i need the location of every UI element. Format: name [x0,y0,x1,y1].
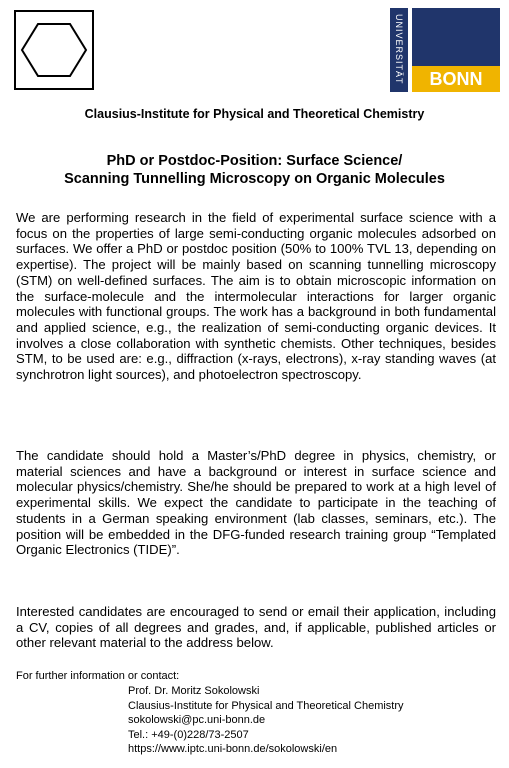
contact-phone: Tel.: +49-(0)228/73-2507 [128,728,249,741]
contact-url[interactable]: https://www.iptc.uni-bonn.de/sokolowski/en [128,743,338,755]
contact-name: Prof. Dr. Moritz Sokolowski [128,685,260,697]
title-line-2: Scanning Tunnelling Microscopy on Organic Molecules [64,171,445,187]
logo-blue-block [412,8,500,66]
title-line-1: PhD or Postdoc-Position: Surface Science/ [106,153,403,169]
contact-label: For further information or contact: [16,670,180,682]
hexagon-icon [16,12,92,88]
logo-vertical-strip [390,8,408,92]
contact-block [128,684,404,757]
contact-email[interactable]: sokolowski@pc.uni-bonn.de [128,714,266,726]
hexagon-logo [14,10,94,90]
institute-heading: Clausius-Institute for Physical and Theoretical Chemistry [84,107,425,121]
logo-university-text: UNIVERSITÄT [394,14,404,85]
contact-institute: Clausius-Institute for Physical and Theoretical Chemistry [128,699,404,712]
paragraph-candidate: The candidate should hold a Master’s/PhD degree in physics, chemistry, or material sciences and have a background or interest in surface science and molecular physics/chemistry. She/he should be prepared to work at a high level of experimental skills. We expect the candidate to participate in the teaching of students in a German speaking environment (lab classes, seminars, etc.). The position will be embedded in the DFG-funded research training group “Templated Organic Electronics (TIDE)”. [16,448,496,558]
university-bonn-logo [390,8,500,92]
paragraph-research: We are performing research in the field of experimental surface science with a focus on the properties of large semi-conducting organic molecules adsorbed on surfaces. We offer a PhD or postdoc position (50% to 100% TVL 13, depending on expertise). The project will be mainly based on scanning tunnelling microscopy (STM) on well-defined surfaces. The aim is to obtain microscopic information on the surface-molecule and the intermolecular interactions for larger organic molecules with functional groups. The work has a background in both fundamental and applied science, e.g., the realization of semi-conducting organic devices. It involves a close collaboration with synthetic chemists. Other techniques, besides STM, to be used are: e.g., diffraction (x-rays, electrons), x-ray standing waves (at synchrotron light sources), and photoelectron spectroscopy. [16,210,496,383]
logo-bonn-text: BONN [429,69,483,89]
paragraph-application: Interested candidates are encouraged to send or email their application, including a CV, copies of all degrees and grades, and, if applicable, published articles or other relevant material to the address below. [16,604,496,651]
position-title [0,152,509,188]
